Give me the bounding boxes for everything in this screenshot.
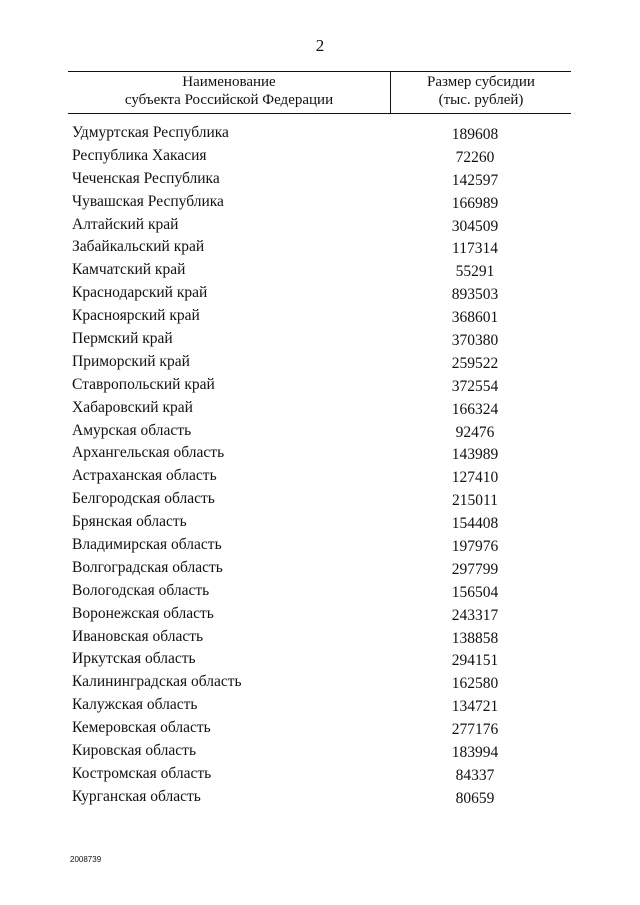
table-row	[0, 763, 640, 786]
region-name: Чеченская Республика	[72, 169, 220, 187]
subsidy-amount: 277176	[451, 721, 499, 739]
table-header-bottom-rule	[68, 113, 571, 114]
column-header-amount-line2: (тыс. рублей)	[438, 92, 524, 108]
subsidy-amount: 162580	[451, 675, 499, 693]
table-row	[0, 145, 640, 168]
subsidy-amount: 117314	[452, 240, 498, 258]
table-row	[0, 305, 640, 328]
subsidy-amount: 166989	[451, 194, 499, 212]
table-row	[0, 626, 640, 649]
column-header-name-line1: Наименование	[182, 74, 276, 90]
subsidy-amount: 134721	[451, 698, 499, 716]
region-name: Костромская область	[72, 764, 212, 782]
subsidy-amount: 166324	[451, 400, 499, 418]
subsidy-amount: 197976	[451, 538, 499, 556]
column-header-amount-line1: Размер субсидии	[427, 74, 535, 90]
subsidy-amount: 142597	[451, 171, 499, 189]
table-row	[0, 671, 640, 694]
subsidy-amount: 143989	[451, 446, 499, 464]
region-name: Ставропольский край	[72, 375, 215, 393]
region-name: Калининградская область	[72, 673, 242, 691]
table-row	[0, 282, 640, 305]
subsidy-amount: 294151	[451, 652, 499, 670]
table-row	[0, 168, 640, 191]
table-row	[0, 694, 640, 717]
table-row	[0, 191, 640, 214]
region-name: Забайкальский край	[72, 238, 205, 256]
subsidy-amount: 138858	[451, 629, 499, 647]
table-row	[0, 420, 640, 443]
document-code: 2008739	[70, 855, 102, 864]
table-row	[0, 580, 640, 603]
table-row	[0, 236, 640, 259]
region-name: Владимирская область	[72, 536, 222, 554]
subsidy-amount: 243317	[451, 606, 499, 624]
table-row	[0, 557, 640, 580]
region-name: Пермский край	[72, 330, 173, 348]
subsidy-amount: 156504	[451, 583, 499, 601]
table-row	[0, 786, 640, 809]
table-row	[0, 648, 640, 671]
subsidy-amount: 189608	[451, 126, 499, 143]
region-name: Архангельская область	[72, 444, 225, 462]
subsidy-amount: 297799	[451, 560, 499, 578]
table-row	[0, 603, 640, 626]
table-row	[0, 397, 640, 420]
table-row	[0, 374, 640, 397]
subsidy-amount: 72260	[455, 148, 495, 166]
subsidy-amount: 80659	[455, 789, 495, 807]
column-header-amount	[391, 73, 571, 109]
subsidy-amount: 215011	[452, 492, 498, 510]
region-name: Брянская область	[72, 513, 187, 531]
table-row	[0, 511, 640, 534]
subsidy-amount: 55291	[455, 263, 495, 281]
page-number: 2	[315, 36, 325, 55]
region-name: Краснодарский край	[72, 284, 208, 302]
subsidy-amount: 154408	[451, 515, 499, 533]
table-row	[0, 534, 640, 557]
table-row	[0, 465, 640, 488]
table-row	[0, 122, 640, 145]
subsidy-amount: 893503	[451, 286, 499, 304]
subsidy-amount: 259522	[451, 354, 499, 372]
region-name: Кировская область	[72, 742, 197, 760]
region-name: Курганская область	[72, 787, 201, 805]
table-row	[0, 717, 640, 740]
region-name: Амурская область	[72, 421, 192, 439]
subsidy-amount: 183994	[451, 744, 499, 762]
subsidy-amount: 372554	[451, 377, 499, 395]
table-row	[0, 740, 640, 763]
region-name: Волгоградская область	[72, 558, 223, 576]
table-row	[0, 214, 640, 237]
subsidy-amount: 127410	[451, 469, 499, 487]
region-name: Хабаровский край	[72, 398, 193, 416]
region-name: Ивановская область	[72, 627, 204, 645]
region-name: Кемеровская область	[72, 719, 211, 737]
table-row	[0, 488, 640, 511]
column-header-name	[68, 73, 390, 109]
column-header-name-line2: субъекта Российской Федерации	[124, 92, 334, 108]
table-row	[0, 328, 640, 351]
region-name: Воронежская область	[72, 604, 214, 622]
table-row	[0, 351, 640, 374]
region-name: Белгородская область	[72, 490, 215, 508]
region-name: Приморский край	[72, 352, 190, 370]
region-name: Красноярский край	[72, 307, 200, 325]
region-name: Чувашская Республика	[72, 192, 224, 210]
subsidy-amount: 370380	[451, 332, 499, 350]
table-row	[0, 259, 640, 282]
subsidy-amount: 84337	[455, 766, 495, 784]
table-row	[0, 442, 640, 465]
subsidy-amount: 92476	[455, 423, 495, 441]
region-name: Вологодская область	[72, 581, 210, 599]
table-body	[0, 122, 640, 809]
table-top-rule	[68, 71, 571, 72]
region-name: Калужская область	[72, 696, 198, 714]
region-name: Удмуртская Республика	[72, 124, 229, 141]
subsidy-amount: 368601	[451, 309, 499, 327]
region-name: Иркутская область	[72, 650, 196, 668]
region-name: Астраханская область	[72, 467, 217, 485]
region-name: Республика Хакасия	[72, 146, 207, 164]
region-name: Камчатский край	[72, 261, 186, 279]
subsidy-amount: 304509	[451, 217, 499, 235]
region-name: Алтайский край	[72, 215, 179, 233]
